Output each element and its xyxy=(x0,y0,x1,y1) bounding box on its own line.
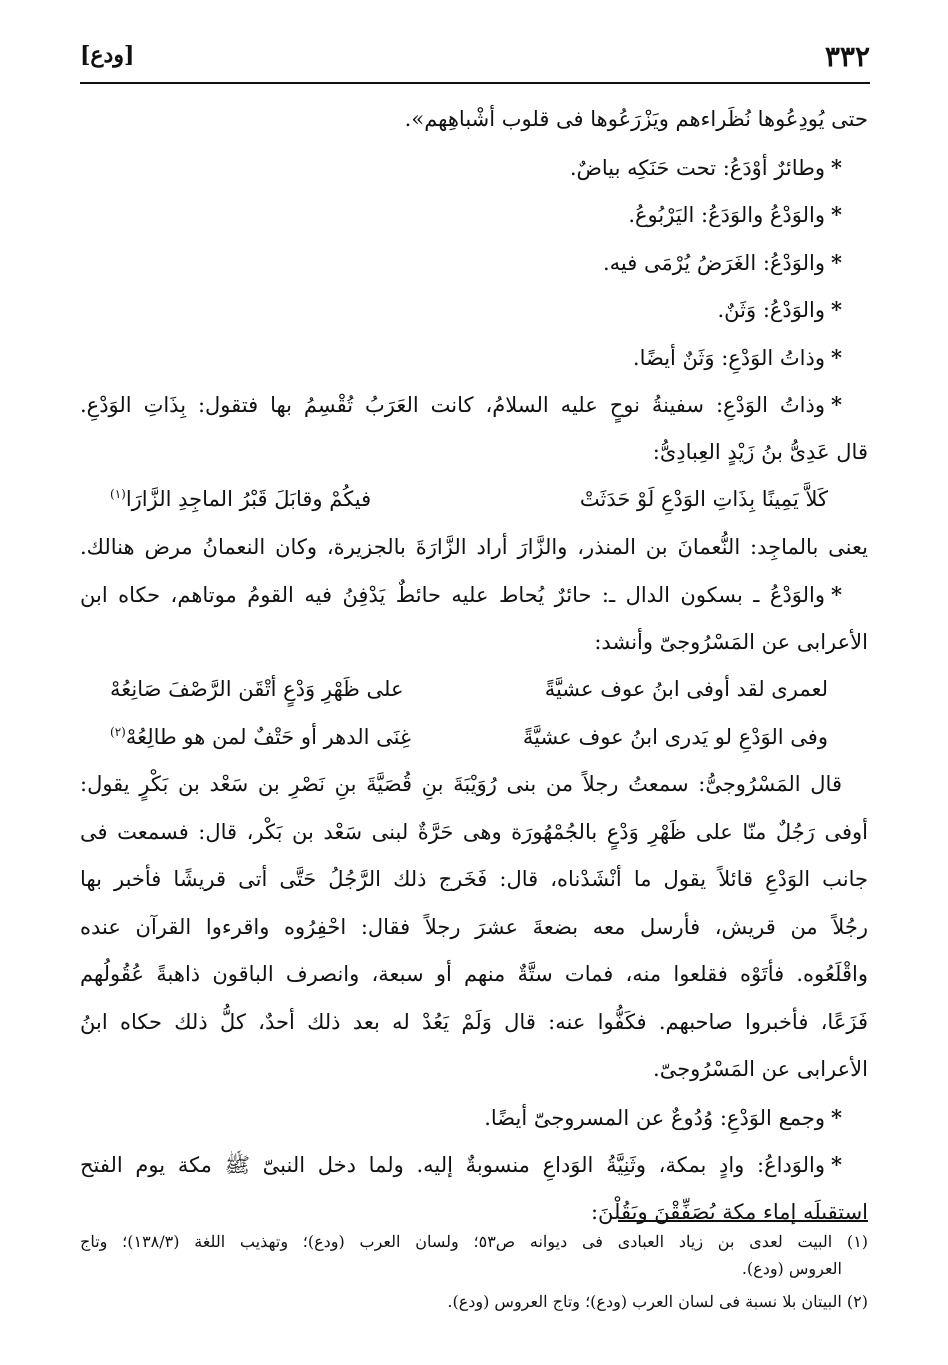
root-tag: [ودع] xyxy=(80,42,135,68)
entry-line: *وذاتُ الوَدْعِ: وَثَنٌ أيضًا. xyxy=(632,344,842,370)
footnote-2: (٢) البيتان بلا نسبة فى لسان العرب (ودع)؛ وتاج العروس (ودع). xyxy=(447,1292,868,1311)
text-line: قال المَسْرُوجىُّ: سمعتُ رجلاً من بنى رُوَيْبَةَ بنِ قُصَيَّةَ بنِ نَصْرِ بن سَعْد بن بَكْرٍ يقول: xyxy=(80,772,842,796)
verse-line xyxy=(80,714,868,762)
running-head xyxy=(80,38,870,84)
text-line: الأعرابى عن المَسْرُوجىّ. xyxy=(653,1057,868,1081)
text-line: جانب الوَدْعِ قائلاً يقول ما أنْشَدْناه، قال: فَخَرج ذلك الرَّجُلُ حَتَّى أتى قريشًا فأخبر بها xyxy=(80,867,868,891)
entry-line: *والوَدْعُ ـ بسكون الدال ـ: حائرٌ يُحاط عليه حائطٌ يَدْفِنُ فيه القومُ موتاهم، حكاه ابن xyxy=(80,582,842,607)
footnote-1-continued: العروس (ودع). xyxy=(741,1259,842,1278)
entry-line: *والوَدْعُ: الغَرَضُ يُرْمَى فيه. xyxy=(602,249,842,275)
footnote-ref: (١) xyxy=(110,487,126,501)
page-number: ٣٣٢ xyxy=(824,40,870,73)
verse-first-hemistich: كَلاَّ يَمِينًا بِذَاتِ الوَدْعِ لَوْ حَدَثَتْ xyxy=(579,487,828,511)
verse-first-hemistich: وفى الوَدْعِ لو يَدرى ابنُ عوف عشيَّةً xyxy=(522,724,828,749)
text-line: يعنى بالماجِد: النُّعمانَ بن المنذر، والزَّارَ أراد الزَّارَةَ بالجزيرة، وكان النعمانُ مرض هنالك. xyxy=(80,534,868,559)
footnote-separator xyxy=(618,1220,868,1222)
entry-line: *والوَداعُ: وادٍ بمكة، وثَنِيَّةُ الوَداعِ منسوبةٌ إليه. ولما دخل النبىّ ﷺ مكة يوم الفتح xyxy=(80,1152,842,1177)
footnote-ref: (٢) xyxy=(110,724,126,739)
verse-first-hemistich: لعمرى لقد أوفى ابنُ عوف عشيَّةً xyxy=(544,677,828,701)
footnotes xyxy=(80,1228,868,1315)
entry-line: *والوَدْعُ والوَدَعُ: اليَرْبُوعُ. xyxy=(628,202,842,227)
entry-line: *والوَدْعُ: وَثَنٌ. xyxy=(717,297,842,322)
entry-line: *وطائرٌ أوْدَعُ: تحت حَنَكِه بياضٌ. xyxy=(569,154,842,180)
text-line: فَزَعًا، فأخبروا صاحبهم. فكَفُّوا عنه: قال وَلَمْ يَعُدْ له بعد ذلك أحدٌ، كلُّ ذلك حكاه ابنُ xyxy=(80,1009,868,1034)
entry-line: *وذاتُ الوَدْعِ: سفينةُ نوحٍ عليه السلامُ، كانت العَرَبُ تُقْسِمُ بها فتقول: بِذَاتِ الوَدْعِ. xyxy=(80,392,842,417)
verse-second-hemistich: فيكُمْ وقابَلَ قَبْرُ الماجِدِ الزَّارَا$^{(١)}$ xyxy=(110,487,372,511)
entry-line: *وجمع الوَدْعِ: وُدُوعٌ عن المسروجىّ أيضًا. xyxy=(484,1104,842,1130)
verse-second-hemistich: غِنَى الدهر أو حَتْفٌ لمن هو طالِعُهْ$^{(٢)}$ xyxy=(110,724,411,749)
text-line: قال عَدِىُّ بنُ زَيْدٍ العِبادِىُّ: xyxy=(652,439,868,464)
verse-line xyxy=(80,666,868,714)
main-text xyxy=(80,96,868,1236)
text-line: حتى يُودِعُوها نُظَراءهم ويَزْرَعُوها فى قلوب أشْباهِهم». xyxy=(404,107,868,131)
text-line: استقبلَه إماء مكة يُصَفِّقْنَ ويَقُلْنَ: xyxy=(590,1199,868,1224)
footnote-1: (١) البيت لعدى بن زياد العبادى فى ديوانه ص٥٣؛ ولسان العرب (ودع)؛ وتهذيب اللغة (١٣٨/٣)؛ وتاج xyxy=(80,1232,868,1251)
text-line: الأعرابى عن المَسْرُوجىّ وأنشد: xyxy=(594,629,868,654)
text-line: أوفى رَجُلٌ منّا على ظَهْرِ وَدْعٍ بالجُمْهُورَة وهى حَرَّةٌ لبنى سَعْد بن بَكْر، قال: فسمعت فى xyxy=(80,819,868,844)
verse-second-hemistich: على ظَهْرِ وَدْعٍ أتْقَن الرَّصْفَ صَانِعُهْ xyxy=(110,677,404,701)
text-line: رجُلاً من قريش، فأرسل معه بضعةَ عشرَ رجلاً فقال: احْفِرُوه واقرءوا القرآن عنده xyxy=(80,914,868,939)
verse-line xyxy=(80,476,868,524)
text-line: واقْلَعُوه. فأتَوْه فقلعوا منه، فمات ستَّةٌ منهم أو سبعة، وانصرف الباقون ذاهبةً عُقُولُهم xyxy=(80,962,868,986)
